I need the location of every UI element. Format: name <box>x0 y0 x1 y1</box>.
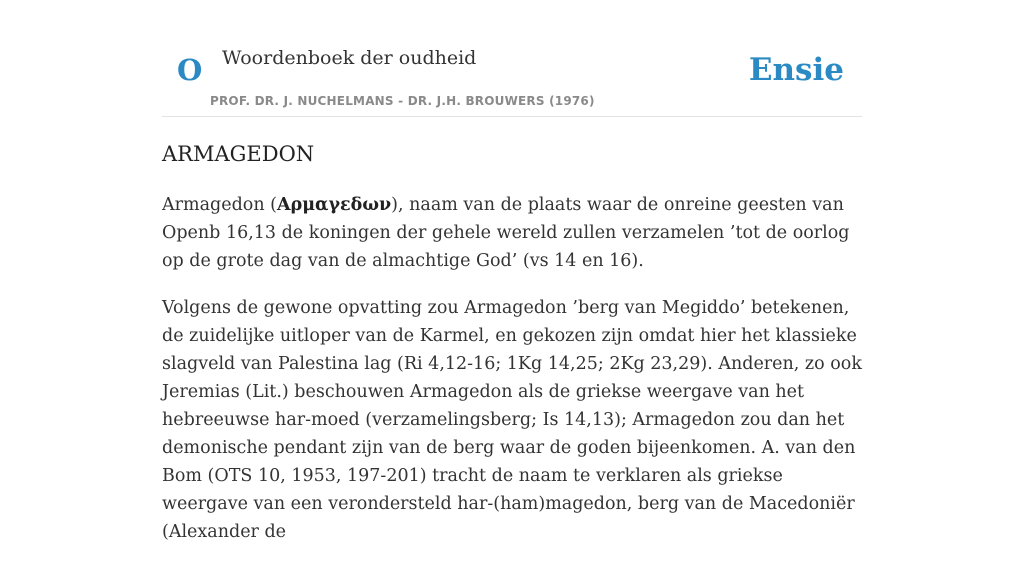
book-authors: PROF. DR. J. NUCHELMANS - DR. J.H. BROUWERS (1976) <box>210 94 595 108</box>
greek-term: Αρμαγεδων <box>277 195 392 215</box>
book-header <box>162 0 862 117</box>
entry-title: ARMAGEDON <box>162 142 315 166</box>
ensie-logo[interactable]: Ensie <box>748 52 844 88</box>
entry-paragraph-2: Volgens de gewone opvatting zou Armagedon ’berg van Megiddo’ betekenen, de zuidelijke uitloper van de Karmel, en gekozen zijn omdat hier het klassieke slagveld van Palestina lag (Ri 4,12-16; 1Kg 14,25; 2Kg 23,29). Anderen, zo ook Jeremias (Lit.) beschouwen Armagedon als de griekse weergave van het hebreeuwse har-moed (verzamelingsberg; Is 14,13); Armagedon zou dan het demonische pendant zijn van de berg waar de goden bijeenkomen. A. van den Bom (OTS 10, 1953, 197-201) tracht de naam te verklaren als griekse weergave van een verondersteld har-(ham)magedon, berg van de Macedoniër (Alexander de <box>162 298 862 542</box>
entry-content <box>162 138 862 565</box>
book-title[interactable]: Woordenboek der oudheid <box>222 47 477 69</box>
paragraph-1-intro: Armagedon ( <box>162 195 277 215</box>
paragraph-1-rest: ), naam van de plaats waar de onreine geesten van Openb 16,13 de koningen der gehele wereld zullen verzamelen ’tot de oorlog op de grote dag van de almachtige God’ (vs 14 en 16). <box>162 195 850 271</box>
index-letter[interactable]: O <box>177 53 203 87</box>
entry-paragraph-1 <box>162 191 862 275</box>
